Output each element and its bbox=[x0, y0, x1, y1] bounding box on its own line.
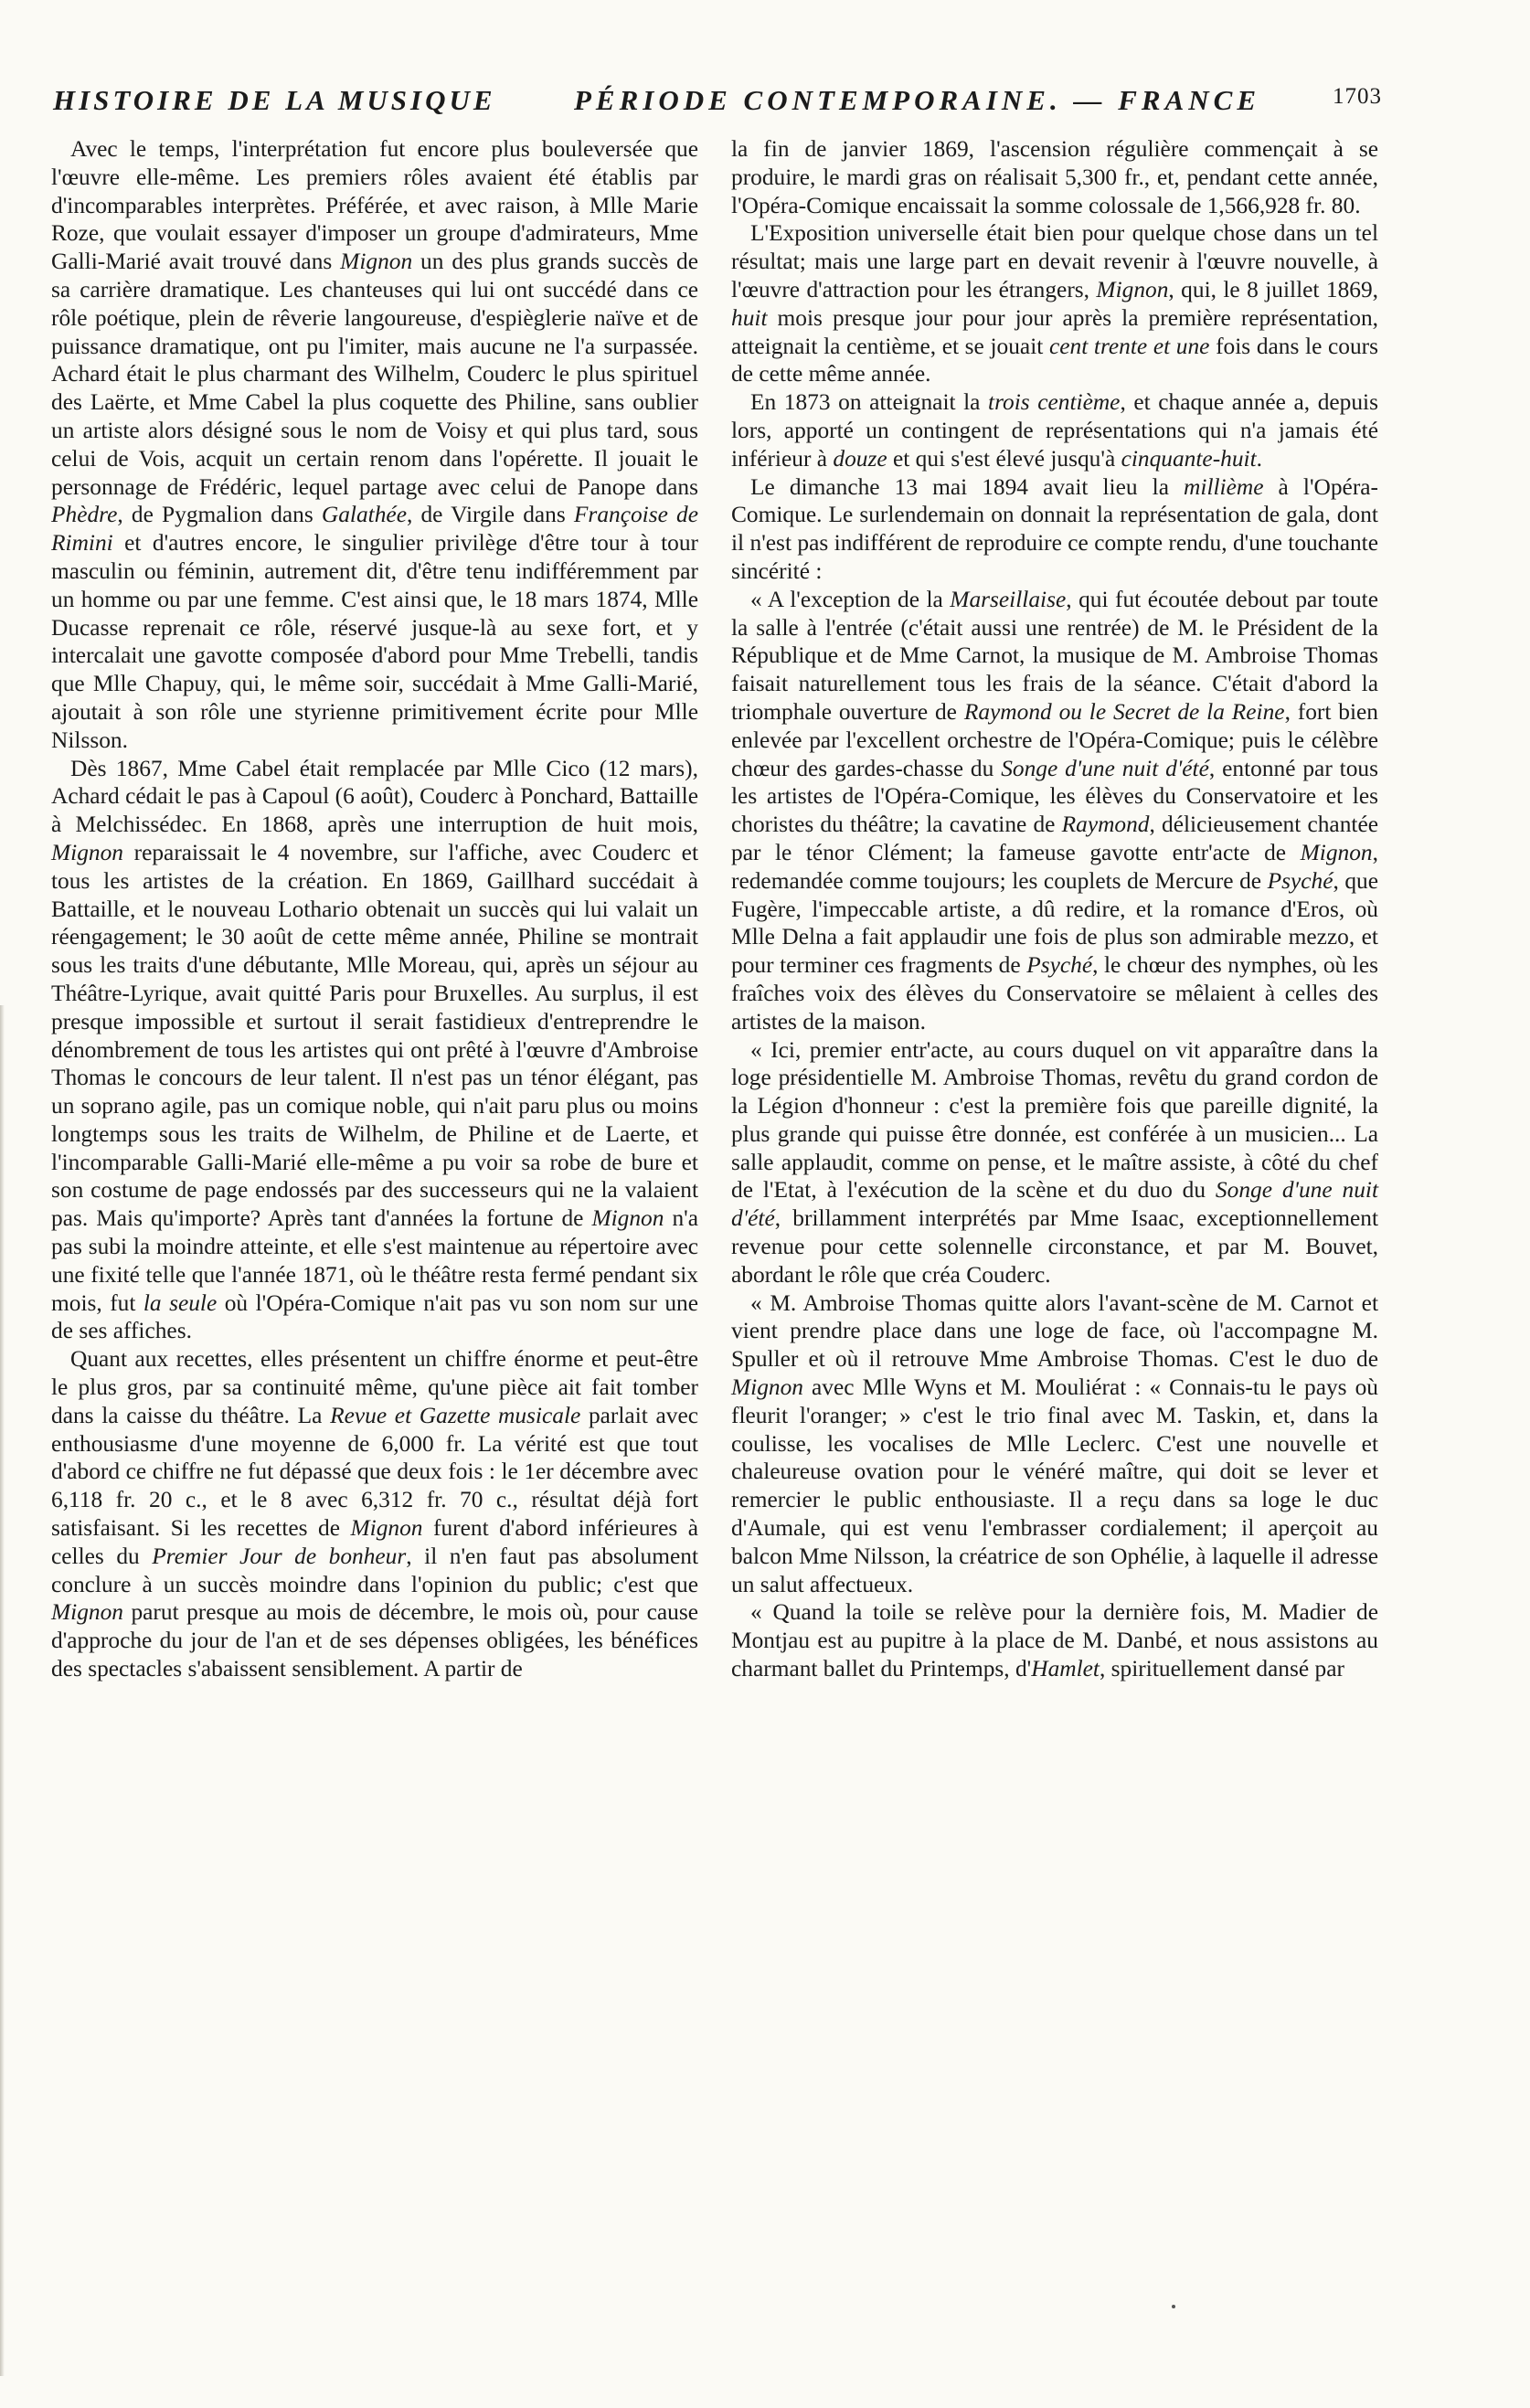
paragraph bbox=[731, 388, 1378, 472]
text-run: « Quand la toile se relève pour la dernière fois, M. Madier de Montjau est au pupitre à la place de M. Danbé, et nous assistons au charmant ballet du Printemps, d' bbox=[731, 1599, 1378, 1682]
italic-text-run: trois centième bbox=[988, 389, 1121, 416]
paragraph bbox=[731, 586, 1378, 1036]
text-run: , le chœur des nymphes, où les fraîches voix des élèves du Conservatoire se mêlaient à celles des artistes de la maison. bbox=[731, 952, 1378, 1034]
text-run: et qui s'est élevé jusqu'à bbox=[887, 445, 1121, 472]
running-header bbox=[53, 84, 1387, 121]
italic-text-run: Mignon bbox=[340, 249, 413, 275]
italic-text-run: la seule bbox=[143, 1289, 218, 1316]
italic-text-run: Psyché bbox=[1026, 952, 1093, 979]
text-run: , et chaque année a, depuis lors, apporté un contingent de représentations qui n'a jamais été inférieur à bbox=[731, 389, 1378, 472]
text-run: « Ici, premier entr'acte, au cours duquel on vit apparaître dans la loge présidentielle M. Ambroise Thomas, revêtu du grand cordon de la Légion d'honneur : c'est la première fois que pareille dignité, la plus grande qui puisse être donnée, est conférée à un musicien... La salle applaudit, comme on pense, et le maître assiste, à côté du chef de l'Etat, à l'exécution de la scène et du duo du bbox=[731, 1036, 1378, 1204]
text-run: , de Virgile dans bbox=[406, 502, 574, 528]
text-run: , qui fut écoutée debout par toute la salle à l'entrée (c'était aussi une rentrée) de M. le Président de la République et de Mme Carnot, la musique de M. Ambroise Thomas faisait naturellement tous les frais de la séance. C'était d'abord la triomphale ouverture de bbox=[731, 586, 1378, 725]
text-run: , spirituellement dansé par bbox=[1099, 1656, 1344, 1682]
italic-text-run: Mignon bbox=[1300, 839, 1373, 865]
text-run: , brillamment interprétés par Mme Isaac, exceptionnellement revenue pour cette solennelle circonstance, et par M. Bouvet, abordant le rôle que créa Couderc. bbox=[731, 1205, 1378, 1288]
italic-text-run: Premier Jour de bonheur bbox=[152, 1543, 407, 1569]
text-run: fois dans le cours de cette même année. bbox=[731, 333, 1378, 387]
italic-text-run: Mignon bbox=[350, 1515, 423, 1542]
italic-text-run: Galathée bbox=[321, 502, 407, 528]
italic-text-run: Mignon bbox=[51, 839, 123, 865]
text-run: , il n'en faut pas absolument conclure à un succès moindre dans l'opinion du public; c'est que bbox=[51, 1543, 699, 1597]
italic-text-run: douze bbox=[833, 445, 887, 472]
text-run: Avec le temps, l'interprétation fut encore plus bouleversée que l'œuvre elle-même. Les premiers rôles avaient été établis par d'incomparables interprètes. Préférée, et avec raison, à Mlle Marie Roze, que voulait essayer d'imposer un groupe d'admirateurs, Mme Galli-Marié avait trouvé dans bbox=[51, 136, 698, 275]
text-run: où l'Opéra-Comique n'ait pas vu son nom sur une de ses affiches. bbox=[51, 1289, 698, 1344]
text-run: parut presque au mois de décembre, le mois où, pour cause d'approche du jour de l'an et de ses dépenses obligées, les bénéfices des spectacles s'abaissent sensiblement. A partir de bbox=[51, 1599, 698, 1682]
text-run: furent d'abord inférieures à celles du bbox=[51, 1515, 698, 1569]
text-run: n'a pas subi la moindre atteinte, et elle s'est maintenue au répertoire avec une fixité telle que l'année 1871, où le théâtre resta fermé pendant six mois, fut bbox=[51, 1205, 698, 1316]
text-run: Le dimanche 13 mai 1894 avait lieu la bbox=[750, 473, 1185, 500]
paragraph bbox=[731, 1289, 1378, 1599]
italic-text-run: Marseillaise bbox=[950, 586, 1067, 612]
header-left-title: HISTOIRE DE LA MUSIQUE bbox=[53, 84, 496, 116]
paragraph bbox=[731, 473, 1378, 586]
text-run: la fin de janvier 1869, l'ascension régulière commençait à se produire, le mardi gras on réalisait 5,300 fr., et, pendant cette année, l'Opéra-Comique encaissait la somme colossale de 1,566,928 fr. 80. bbox=[731, 136, 1378, 218]
header-right-title: PÉRIODE CONTEMPORAINE. — FRANCE bbox=[574, 84, 1261, 116]
left-text-column bbox=[51, 135, 698, 1683]
italic-text-run: Revue et Gazette musicale bbox=[330, 1402, 581, 1428]
paragraph bbox=[731, 1598, 1378, 1682]
italic-text-run: millième bbox=[1184, 473, 1264, 500]
text-run: En 1873 on atteignait la bbox=[750, 389, 989, 416]
paragraph bbox=[51, 755, 698, 1346]
paragraph bbox=[51, 135, 698, 755]
text-run: , redemandée comme toujours; les couplets de Mercure de bbox=[731, 839, 1378, 894]
italic-text-run: Hamlet bbox=[1031, 1656, 1100, 1682]
text-run: , que Fugère, l'impeccable artiste, a dû redire, et la romance d'Eros, où Mlle Delna a fait applaudir une fois de plus son admirable mezzo, et pour terminer ces fragments de bbox=[731, 867, 1378, 979]
paragraph bbox=[731, 1036, 1378, 1289]
italic-text-run: Mignon bbox=[1096, 276, 1169, 302]
italic-text-run: Songe d'une nuit d'été bbox=[731, 1177, 1379, 1232]
text-run: un des plus grands succès de sa carrière dramatique. Les chanteuses qui lui ont succédé dans ce rôle poétique, plein de rêverie langoureuse, d'espièglerie naïve et de puissance dramatique, ont pu l'imiter, mais aucune ne l'a surpassée. Achard était le plus charmant des Wilhelm, Couderc le plus spirituel des Laërte, et Mme Cabel la plus coquette des Philine, sans oublier un artiste alors désigné sous le nom de Voisy et qui plus tard, sous celui de Vois, acquit un certain renom dans l'opérette. Il jouait le personnage de Frédéric, lequel partage avec celui de Panope dans bbox=[51, 249, 698, 500]
text-run: et d'autres encore, le singulier privilège d'être tour à tour masculin ou féminin, autrement dit, d'être tenu indifféremment par un homme ou par une femme. C'est ainsi que, le 18 mars 1874, Mlle Ducasse reprenait ce rôle, réservé jusque-là au sexe fort, et y intercalait une gavotte composée d'abord pour Mme Trebelli, tandis que Mlle Chapuy, qui, le même soir, succédait à Mme Galli-Marié, ajoutait à son rôle une styrienne primitivement écrite pour Mlle Nilsson. bbox=[51, 530, 698, 753]
text-run: mois presque jour pour jour après la première représentation, atteignait la centième, et se jouait bbox=[731, 304, 1378, 359]
text-run: Quant aux recettes, elles présentent un chiffre énorme et peut-être le plus gros, par sa continuité même, qu'une pièce ait fait tomber dans la caisse du théâtre. La bbox=[51, 1346, 698, 1428]
paragraph bbox=[51, 1345, 698, 1683]
text-run: L'Exposition universelle était bien pour quelque chose dans un tel résultat; mais une large part en devait revenir à l'œuvre nouvelle, à l'œuvre d'attraction pour les étrangers, bbox=[731, 220, 1378, 302]
italic-text-run: Raymond bbox=[1061, 812, 1150, 838]
italic-text-run: Françoise de Rimini bbox=[51, 502, 698, 557]
italic-text-run: Mignon bbox=[731, 1374, 803, 1401]
page-number: 1703 bbox=[1333, 84, 1382, 109]
italic-text-run: cinquante-huit bbox=[1121, 445, 1257, 472]
text-run: , entonné par tous les artistes de l'Opéra-Comique, les élèves du Conservatoire et les choristes du théâtre; la cavatine de bbox=[731, 755, 1378, 838]
text-run: « A l'exception de la bbox=[750, 586, 951, 612]
italic-text-run: Mignon bbox=[591, 1205, 664, 1232]
text-run: , fort bien enlevée par l'excellent orchestre de l'Opéra-Comique; puis le célèbre chœur des gardes-chasse du bbox=[731, 698, 1378, 781]
italic-text-run: huit bbox=[731, 304, 768, 331]
italic-text-run: Songe d'une nuit d'été bbox=[1001, 755, 1209, 781]
text-run: à l'Opéra-Comique. Le surlendemain on donnait la représentation de gala, dont il n'est pas indifférent de reproduire ce compte rendu, d'une touchante sincérité : bbox=[731, 473, 1379, 584]
text-run: . bbox=[1256, 445, 1263, 472]
text-run: reparaissait le 4 novembre, sur l'affiche, avec Couderc et tous les artistes de la création. En 1869, Gaillhard succédait à Battaille, et le nouveau Lothario obtenait un succès qui lui valait un réengagement; le 30 août de cette même année, Philine se montrait sous les traits d'une débutante, Mlle Moreau, qui, après un séjour au Théâtre-Lyrique, avait quitté Paris pour Bruxelles. Au surplus, il est presque impossible et surtout il serait fastidieux d'entreprendre le dénombrement de tous les artistes qui ont prêté à l'œuvre d'Ambroise Thomas le concours de leur talent. Il n'est pas un ténor élégant, pas un soprano agile, pas un comique noble, qui n'ait paru plus ou moins longtemps sous les traits de Wilhelm, de Philine et de Laerte, et l'incomparable Galli-Marié elle-même a pu voir sa robe de bure et son costume de page endossés par des successeurs qui ne la valaient pas. Mais qu'importe? Après tant d'années la fortune de bbox=[51, 839, 698, 1232]
text-run: Dès 1867, Mme Cabel était remplacée par Mlle Cico (12 mars), Achard cédait le pas à Capoul (6 août), Couderc à Ponchard, Battaille à Melchissédec. En 1868, après une interruption de huit mois, bbox=[51, 755, 698, 838]
text-run: parlait avec enthousiasme d'une moyenne de 6,000 fr. La vérité est que tout d'abord ce chiffre ne fut dépassé que deux fois : le 1er décembre avec 6,118 fr. 20 c., et le 8 avec 6,312 fr. 70 c., résultat déjà fort satisfaisant. Si les recettes de bbox=[51, 1402, 698, 1542]
text-run: avec Mlle Wyns et M. Mouliérat : « Connais-tu le pays où fleurit l'oranger; » c'est le trio final avec M. Taskin, et, dans la coulisse, les vocalises de Mlle Leclerc. C'est une nouvelle et chaleureuse ovation pour le vénéré maître, qui doit se lever et remercier le public enthousiaste. Il a reçu dans sa loge le duc d'Aumale, qui est venu l'embrasser cordialement; il aperçoit au balcon Mme Nilsson, la créatrice de son Ophélie, à laquelle il adresse un salut affectueux. bbox=[731, 1374, 1378, 1597]
text-run: , délicieusement chantée par le ténor Clément; la fameuse gavotte entr'acte de bbox=[731, 812, 1378, 865]
text-run: , qui, le 8 juillet 1869, bbox=[1168, 276, 1378, 302]
text-run: « M. Ambroise Thomas quitte alors l'avant-scène de M. Carnot et vient prendre place dans une loge de face, où l'accompagne M. Spuller et où il retrouve Mme Ambroise Thomas. C'est le duo de bbox=[731, 1289, 1378, 1373]
right-text-column bbox=[731, 135, 1378, 1683]
italic-text-run: Psyché bbox=[1267, 867, 1333, 894]
italic-text-run: Phèdre bbox=[51, 502, 118, 528]
italic-text-run: Raymond ou le Secret de la Reine bbox=[963, 698, 1285, 725]
italic-text-run: Mignon bbox=[51, 1599, 123, 1626]
print-speck bbox=[1172, 2305, 1175, 2308]
paragraph bbox=[731, 135, 1378, 219]
text-run: , de Pygmalion dans bbox=[117, 502, 322, 528]
italic-text-run: cent trente et une bbox=[1048, 333, 1210, 359]
binding-shadow bbox=[0, 1005, 5, 2376]
paragraph bbox=[731, 219, 1378, 388]
